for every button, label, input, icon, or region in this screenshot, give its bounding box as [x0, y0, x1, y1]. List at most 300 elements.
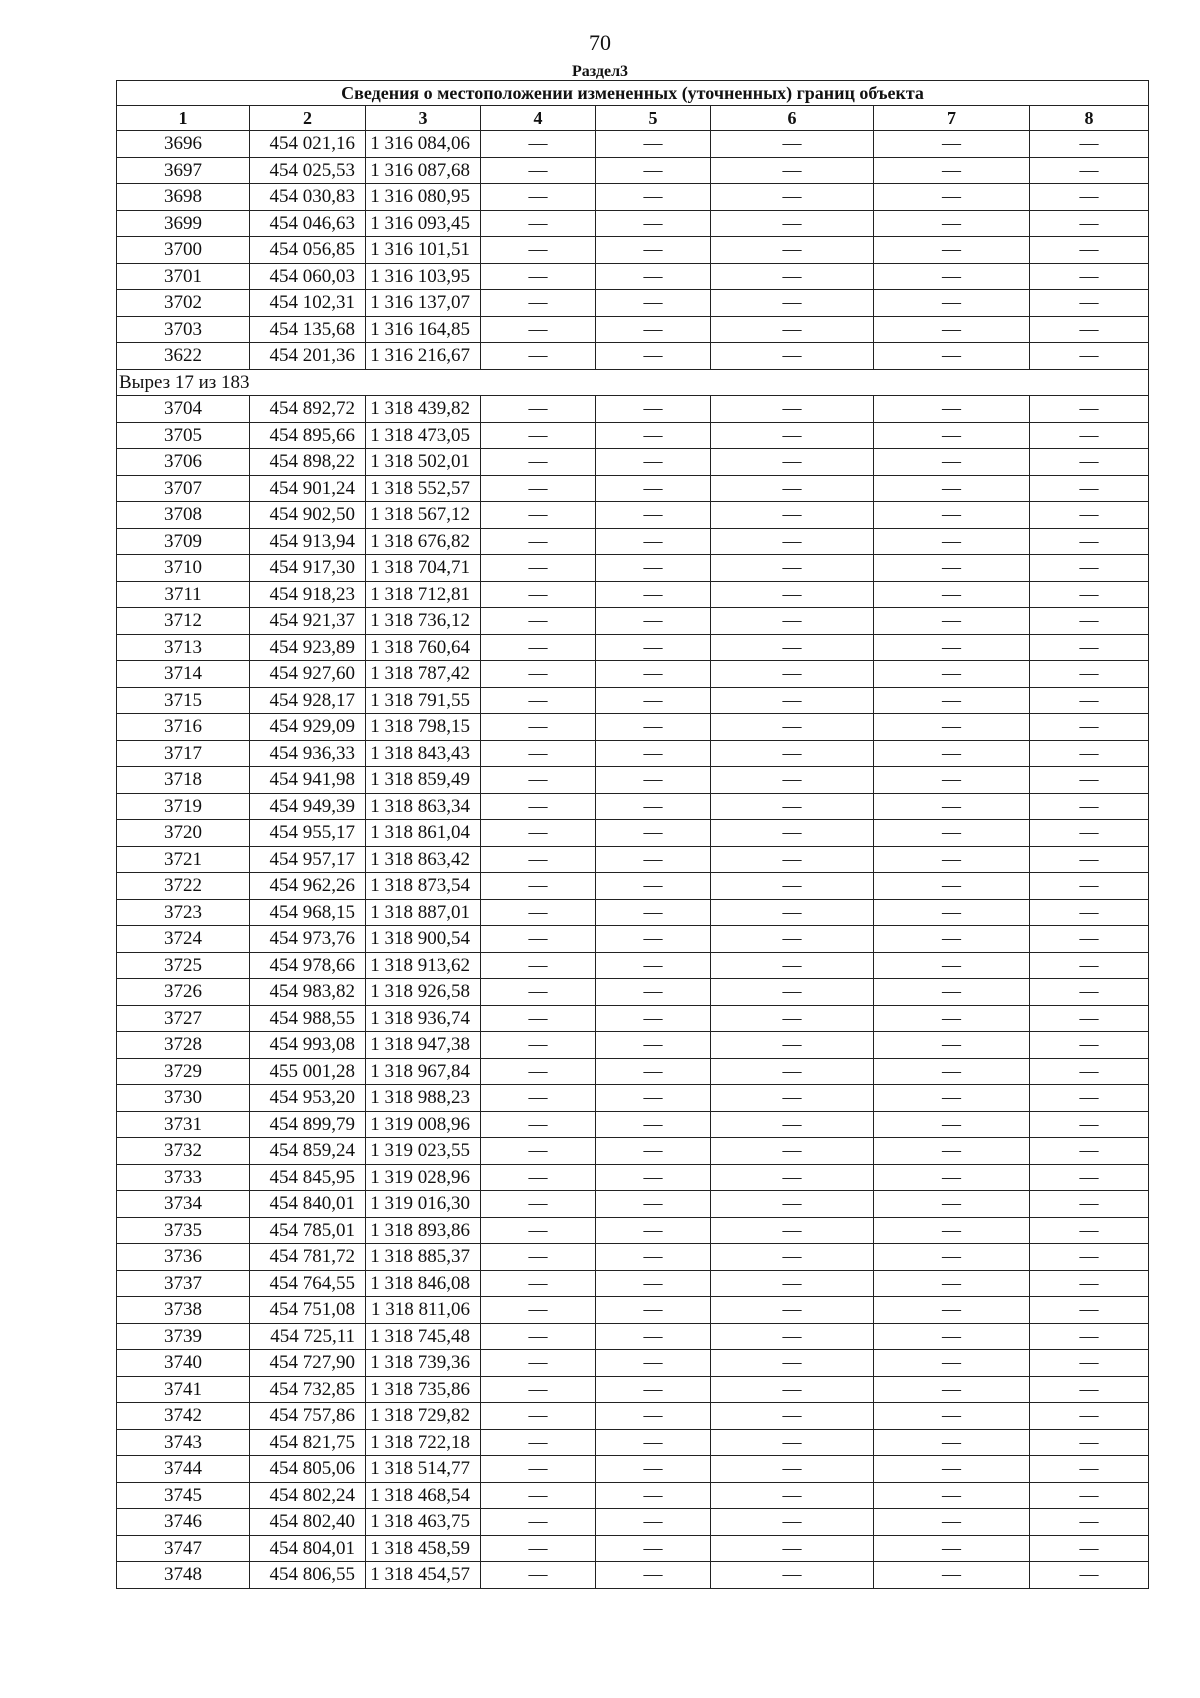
empty-value-cell: — — [596, 793, 711, 820]
empty-value-cell: — — [596, 714, 711, 741]
x-coordinate-cell: 454 757,86 — [250, 1403, 366, 1430]
empty-value-cell: — — [874, 210, 1030, 237]
point-number-cell: 3714 — [117, 661, 250, 688]
table-row — [117, 1350, 1149, 1377]
empty-value-cell: — — [874, 1270, 1030, 1297]
empty-value-cell: — — [874, 1509, 1030, 1536]
x-coordinate-cell: 454 025,53 — [250, 157, 366, 184]
empty-value-cell: — — [874, 581, 1030, 608]
y-coordinate-cell: 1 318 846,08 — [366, 1270, 481, 1297]
empty-value-cell: — — [481, 1217, 596, 1244]
empty-value-cell: — — [481, 475, 596, 502]
empty-value-cell: — — [874, 316, 1030, 343]
x-coordinate-cell: 454 046,63 — [250, 210, 366, 237]
point-number-cell: 3699 — [117, 210, 250, 237]
empty-value-cell: — — [1030, 555, 1149, 582]
table-row — [117, 952, 1149, 979]
point-number-cell: 3622 — [117, 343, 250, 370]
empty-value-cell: — — [596, 740, 711, 767]
point-number-cell: 3716 — [117, 714, 250, 741]
empty-value-cell: — — [596, 528, 711, 555]
empty-value-cell: — — [1030, 1376, 1149, 1403]
empty-value-cell: — — [874, 263, 1030, 290]
table-row — [117, 1376, 1149, 1403]
empty-value-cell: — — [596, 1244, 711, 1271]
table-row — [117, 873, 1149, 900]
empty-value-cell: — — [874, 502, 1030, 529]
empty-value-cell: — — [596, 316, 711, 343]
empty-value-cell: — — [874, 1297, 1030, 1324]
table-row — [117, 1164, 1149, 1191]
empty-value-cell: — — [596, 1429, 711, 1456]
empty-value-cell: — — [711, 237, 874, 264]
column-header-2: 2 — [250, 106, 366, 131]
x-coordinate-cell: 454 918,23 — [250, 581, 366, 608]
empty-value-cell: — — [481, 820, 596, 847]
empty-value-cell: — — [874, 793, 1030, 820]
table-row — [117, 528, 1149, 555]
empty-value-cell: — — [1030, 343, 1149, 370]
empty-value-cell: — — [481, 316, 596, 343]
empty-value-cell: — — [596, 1376, 711, 1403]
y-coordinate-cell: 1 316 101,51 — [366, 237, 481, 264]
table-row — [117, 820, 1149, 847]
table-row — [117, 290, 1149, 317]
empty-value-cell: — — [596, 1350, 711, 1377]
x-coordinate-cell: 454 923,89 — [250, 634, 366, 661]
column-header-1: 1 — [117, 106, 250, 131]
point-number-cell: 3696 — [117, 131, 250, 158]
empty-value-cell: — — [711, 767, 874, 794]
point-number-cell: 3711 — [117, 581, 250, 608]
table-row — [117, 1509, 1149, 1536]
empty-value-cell: — — [874, 1164, 1030, 1191]
empty-value-cell: — — [1030, 793, 1149, 820]
empty-value-cell: — — [481, 661, 596, 688]
empty-value-cell: — — [1030, 873, 1149, 900]
empty-value-cell: — — [1030, 952, 1149, 979]
point-number-cell: 3727 — [117, 1005, 250, 1032]
empty-value-cell: — — [596, 608, 711, 635]
empty-value-cell: — — [711, 422, 874, 449]
x-coordinate-cell: 454 859,24 — [250, 1138, 366, 1165]
point-number-cell: 3703 — [117, 316, 250, 343]
empty-value-cell: — — [481, 846, 596, 873]
empty-value-cell: — — [596, 210, 711, 237]
empty-value-cell: — — [711, 1032, 874, 1059]
empty-value-cell: — — [874, 687, 1030, 714]
y-coordinate-cell: 1 318 552,57 — [366, 475, 481, 502]
empty-value-cell: — — [711, 475, 874, 502]
point-number-cell: 3740 — [117, 1350, 250, 1377]
empty-value-cell: — — [711, 1429, 874, 1456]
empty-value-cell: — — [481, 343, 596, 370]
empty-value-cell: — — [481, 581, 596, 608]
empty-value-cell: — — [1030, 1403, 1149, 1430]
empty-value-cell: — — [481, 1323, 596, 1350]
point-number-cell: 3747 — [117, 1535, 250, 1562]
empty-value-cell: — — [596, 263, 711, 290]
empty-value-cell: — — [481, 634, 596, 661]
x-coordinate-cell: 454 988,55 — [250, 1005, 366, 1032]
y-coordinate-cell: 1 316 103,95 — [366, 263, 481, 290]
point-number-cell: 3708 — [117, 502, 250, 529]
empty-value-cell: — — [711, 343, 874, 370]
empty-value-cell: — — [481, 608, 596, 635]
empty-value-cell: — — [874, 1323, 1030, 1350]
empty-value-cell: — — [481, 1297, 596, 1324]
table-row — [117, 1562, 1149, 1589]
empty-value-cell: — — [596, 1085, 711, 1112]
empty-value-cell: — — [1030, 1217, 1149, 1244]
x-coordinate-cell: 455 001,28 — [250, 1058, 366, 1085]
empty-value-cell: — — [711, 290, 874, 317]
empty-value-cell: — — [874, 396, 1030, 423]
empty-value-cell: — — [596, 767, 711, 794]
y-coordinate-cell: 1 318 887,01 — [366, 899, 481, 926]
empty-value-cell: — — [874, 608, 1030, 635]
point-number-cell: 3736 — [117, 1244, 250, 1271]
empty-value-cell: — — [596, 1535, 711, 1562]
empty-value-cell: — — [596, 184, 711, 211]
empty-value-cell: — — [711, 687, 874, 714]
y-coordinate-cell: 1 318 913,62 — [366, 952, 481, 979]
empty-value-cell: — — [711, 1191, 874, 1218]
empty-value-cell: — — [874, 184, 1030, 211]
y-coordinate-cell: 1 318 863,34 — [366, 793, 481, 820]
x-coordinate-cell: 454 913,94 — [250, 528, 366, 555]
empty-value-cell: — — [596, 873, 711, 900]
table-row — [117, 1032, 1149, 1059]
empty-value-cell: — — [481, 899, 596, 926]
empty-value-cell: — — [1030, 979, 1149, 1006]
empty-value-cell: — — [711, 608, 874, 635]
empty-value-cell: — — [711, 926, 874, 953]
empty-value-cell: — — [481, 1376, 596, 1403]
empty-value-cell: — — [711, 1217, 874, 1244]
x-coordinate-cell: 454 845,95 — [250, 1164, 366, 1191]
y-coordinate-cell: 1 318 900,54 — [366, 926, 481, 953]
table-title-row — [117, 81, 1149, 106]
y-coordinate-cell: 1 316 080,95 — [366, 184, 481, 211]
empty-value-cell: — — [874, 157, 1030, 184]
point-number-cell: 3709 — [117, 528, 250, 555]
table-row — [117, 1085, 1149, 1112]
column-header-6: 6 — [711, 106, 874, 131]
x-coordinate-cell: 454 764,55 — [250, 1270, 366, 1297]
point-number-cell: 3723 — [117, 899, 250, 926]
x-coordinate-cell: 454 802,24 — [250, 1482, 366, 1509]
empty-value-cell: — — [596, 396, 711, 423]
empty-value-cell: — — [1030, 422, 1149, 449]
y-coordinate-cell: 1 318 843,43 — [366, 740, 481, 767]
table-row — [117, 316, 1149, 343]
x-coordinate-cell: 454 899,79 — [250, 1111, 366, 1138]
empty-value-cell: — — [1030, 1429, 1149, 1456]
table-row — [117, 343, 1149, 370]
empty-value-cell: — — [481, 979, 596, 1006]
table-row — [117, 1297, 1149, 1324]
x-coordinate-cell: 454 962,26 — [250, 873, 366, 900]
empty-value-cell: — — [1030, 1535, 1149, 1562]
table-title: Сведения о местоположении измененных (уточненных) границ объекта — [117, 81, 1149, 106]
empty-value-cell: — — [1030, 131, 1149, 158]
table-row — [117, 396, 1149, 423]
empty-value-cell: — — [481, 1111, 596, 1138]
y-coordinate-cell: 1 318 859,49 — [366, 767, 481, 794]
point-number-cell: 3746 — [117, 1509, 250, 1536]
x-coordinate-cell: 454 021,16 — [250, 131, 366, 158]
empty-value-cell: — — [1030, 1562, 1149, 1589]
table-row — [117, 661, 1149, 688]
y-coordinate-cell: 1 318 473,05 — [366, 422, 481, 449]
table-row — [117, 581, 1149, 608]
page-number: 70 — [589, 30, 611, 55]
empty-value-cell: — — [1030, 820, 1149, 847]
empty-value-cell: — — [1030, 740, 1149, 767]
x-coordinate-cell: 454 968,15 — [250, 899, 366, 926]
empty-value-cell: — — [711, 131, 874, 158]
empty-value-cell: — — [481, 1058, 596, 1085]
empty-value-cell: — — [874, 1482, 1030, 1509]
empty-value-cell: — — [596, 1138, 711, 1165]
point-number-cell: 3725 — [117, 952, 250, 979]
x-coordinate-cell: 454 802,40 — [250, 1509, 366, 1536]
table-row — [117, 899, 1149, 926]
empty-value-cell: — — [874, 1217, 1030, 1244]
empty-value-cell: — — [481, 263, 596, 290]
empty-value-cell: — — [481, 714, 596, 741]
empty-value-cell: — — [481, 157, 596, 184]
empty-value-cell: — — [874, 926, 1030, 953]
y-coordinate-cell: 1 318 704,71 — [366, 555, 481, 582]
empty-value-cell: — — [1030, 1323, 1149, 1350]
y-coordinate-cell: 1 318 439,82 — [366, 396, 481, 423]
point-number-cell: 3733 — [117, 1164, 250, 1191]
empty-value-cell: — — [874, 528, 1030, 555]
empty-value-cell: — — [596, 952, 711, 979]
point-number-cell: 3701 — [117, 263, 250, 290]
y-coordinate-cell: 1 318 712,81 — [366, 581, 481, 608]
empty-value-cell: — — [874, 237, 1030, 264]
empty-value-cell: — — [874, 422, 1030, 449]
point-number-cell: 3713 — [117, 634, 250, 661]
column-header-3: 3 — [366, 106, 481, 131]
empty-value-cell: — — [874, 343, 1030, 370]
table-row — [117, 687, 1149, 714]
empty-value-cell: — — [1030, 449, 1149, 476]
empty-value-cell: — — [874, 899, 1030, 926]
point-number-cell: 3726 — [117, 979, 250, 1006]
y-coordinate-cell: 1 318 736,12 — [366, 608, 481, 635]
empty-value-cell: — — [481, 740, 596, 767]
empty-value-cell: — — [874, 1562, 1030, 1589]
table-row — [117, 1217, 1149, 1244]
x-coordinate-cell: 454 917,30 — [250, 555, 366, 582]
y-coordinate-cell: 1 318 729,82 — [366, 1403, 481, 1430]
point-number-cell: 3704 — [117, 396, 250, 423]
y-coordinate-cell: 1 318 502,01 — [366, 449, 481, 476]
point-number-cell: 3742 — [117, 1403, 250, 1430]
x-coordinate-cell: 454 785,01 — [250, 1217, 366, 1244]
table-row — [117, 1191, 1149, 1218]
table-row — [117, 449, 1149, 476]
empty-value-cell: — — [596, 343, 711, 370]
x-coordinate-cell: 454 936,33 — [250, 740, 366, 767]
empty-value-cell: — — [711, 555, 874, 582]
empty-value-cell: — — [596, 926, 711, 953]
empty-value-cell: — — [711, 952, 874, 979]
empty-value-cell: — — [481, 1085, 596, 1112]
table-row — [117, 1005, 1149, 1032]
empty-value-cell: — — [1030, 767, 1149, 794]
empty-value-cell: — — [1030, 475, 1149, 502]
empty-value-cell: — — [711, 634, 874, 661]
y-coordinate-cell: 1 316 137,07 — [366, 290, 481, 317]
empty-value-cell: — — [1030, 316, 1149, 343]
point-number-cell: 3732 — [117, 1138, 250, 1165]
empty-value-cell: — — [1030, 528, 1149, 555]
empty-value-cell: — — [1030, 899, 1149, 926]
y-coordinate-cell: 1 318 873,54 — [366, 873, 481, 900]
table-row — [117, 1403, 1149, 1430]
point-number-cell: 3719 — [117, 793, 250, 820]
x-coordinate-cell: 454 901,24 — [250, 475, 366, 502]
empty-value-cell: — — [481, 1270, 596, 1297]
empty-value-cell: — — [874, 873, 1030, 900]
empty-value-cell: — — [1030, 396, 1149, 423]
empty-value-cell: — — [1030, 210, 1149, 237]
x-coordinate-cell: 454 804,01 — [250, 1535, 366, 1562]
empty-value-cell: — — [874, 449, 1030, 476]
empty-value-cell: — — [481, 502, 596, 529]
table-row — [117, 1456, 1149, 1483]
empty-value-cell: — — [1030, 1509, 1149, 1536]
x-coordinate-cell: 454 781,72 — [250, 1244, 366, 1271]
empty-value-cell: — — [596, 1111, 711, 1138]
point-number-cell: 3707 — [117, 475, 250, 502]
x-coordinate-cell: 454 056,85 — [250, 237, 366, 264]
y-coordinate-cell: 1 318 735,86 — [366, 1376, 481, 1403]
column-header-8: 8 — [1030, 106, 1149, 131]
column-header-7: 7 — [874, 106, 1030, 131]
empty-value-cell: — — [711, 714, 874, 741]
point-number-cell: 3741 — [117, 1376, 250, 1403]
x-coordinate-cell: 454 927,60 — [250, 661, 366, 688]
empty-value-cell: — — [1030, 634, 1149, 661]
empty-value-cell: — — [874, 714, 1030, 741]
table-body — [117, 131, 1149, 1589]
empty-value-cell: — — [874, 820, 1030, 847]
table-row — [117, 740, 1149, 767]
empty-value-cell: — — [711, 316, 874, 343]
empty-value-cell: — — [481, 184, 596, 211]
point-number-cell: 3744 — [117, 1456, 250, 1483]
x-coordinate-cell: 454 732,85 — [250, 1376, 366, 1403]
point-number-cell: 3705 — [117, 422, 250, 449]
x-coordinate-cell: 454 135,68 — [250, 316, 366, 343]
table-row — [117, 1111, 1149, 1138]
coordinates-table — [116, 80, 1149, 1589]
empty-value-cell: — — [1030, 687, 1149, 714]
empty-value-cell: — — [596, 1323, 711, 1350]
table-row — [117, 1323, 1149, 1350]
empty-value-cell: — — [596, 449, 711, 476]
table-row — [117, 1138, 1149, 1165]
empty-value-cell: — — [711, 846, 874, 873]
table-row — [117, 1482, 1149, 1509]
y-coordinate-cell: 1 318 947,38 — [366, 1032, 481, 1059]
y-coordinate-cell: 1 318 863,42 — [366, 846, 481, 873]
y-coordinate-cell: 1 319 023,55 — [366, 1138, 481, 1165]
point-number-cell: 3717 — [117, 740, 250, 767]
x-coordinate-cell: 454 102,31 — [250, 290, 366, 317]
empty-value-cell: — — [596, 555, 711, 582]
empty-value-cell: — — [874, 555, 1030, 582]
point-number-cell: 3700 — [117, 237, 250, 264]
table-row — [117, 714, 1149, 741]
empty-value-cell: — — [1030, 290, 1149, 317]
table-row — [117, 793, 1149, 820]
empty-value-cell: — — [596, 1005, 711, 1032]
x-coordinate-cell: 454 957,17 — [250, 846, 366, 873]
empty-value-cell: — — [874, 767, 1030, 794]
y-coordinate-cell: 1 318 760,64 — [366, 634, 481, 661]
point-number-cell: 3731 — [117, 1111, 250, 1138]
empty-value-cell: — — [596, 687, 711, 714]
point-number-cell: 3706 — [117, 449, 250, 476]
empty-value-cell: — — [1030, 1482, 1149, 1509]
table-row — [117, 1535, 1149, 1562]
empty-value-cell: — — [1030, 1270, 1149, 1297]
empty-value-cell: — — [596, 502, 711, 529]
empty-value-cell: — — [1030, 1350, 1149, 1377]
table-row — [117, 979, 1149, 1006]
point-number-cell: 3728 — [117, 1032, 250, 1059]
empty-value-cell: — — [1030, 581, 1149, 608]
y-coordinate-cell: 1 318 988,23 — [366, 1085, 481, 1112]
empty-value-cell: — — [1030, 1164, 1149, 1191]
empty-value-cell: — — [1030, 1005, 1149, 1032]
point-number-cell: 3697 — [117, 157, 250, 184]
empty-value-cell: — — [711, 1111, 874, 1138]
y-coordinate-cell: 1 318 798,15 — [366, 714, 481, 741]
x-coordinate-cell: 454 978,66 — [250, 952, 366, 979]
empty-value-cell: — — [874, 846, 1030, 873]
empty-value-cell: — — [596, 1482, 711, 1509]
empty-value-cell: — — [481, 1456, 596, 1483]
table-row — [117, 846, 1149, 873]
table-row — [117, 1270, 1149, 1297]
empty-value-cell: — — [481, 1350, 596, 1377]
table-row — [117, 555, 1149, 582]
y-coordinate-cell: 1 319 016,30 — [366, 1191, 481, 1218]
empty-value-cell: — — [596, 1562, 711, 1589]
table-row — [117, 608, 1149, 635]
empty-value-cell: — — [1030, 1085, 1149, 1112]
empty-value-cell: — — [481, 131, 596, 158]
y-coordinate-cell: 1 318 567,12 — [366, 502, 481, 529]
empty-value-cell: — — [1030, 1456, 1149, 1483]
empty-value-cell: — — [596, 157, 711, 184]
empty-value-cell: — — [596, 290, 711, 317]
empty-value-cell: — — [1030, 1058, 1149, 1085]
empty-value-cell: — — [596, 1297, 711, 1324]
y-coordinate-cell: 1 318 787,42 — [366, 661, 481, 688]
empty-value-cell: — — [711, 157, 874, 184]
table-row — [117, 131, 1149, 158]
x-coordinate-cell: 454 821,75 — [250, 1429, 366, 1456]
